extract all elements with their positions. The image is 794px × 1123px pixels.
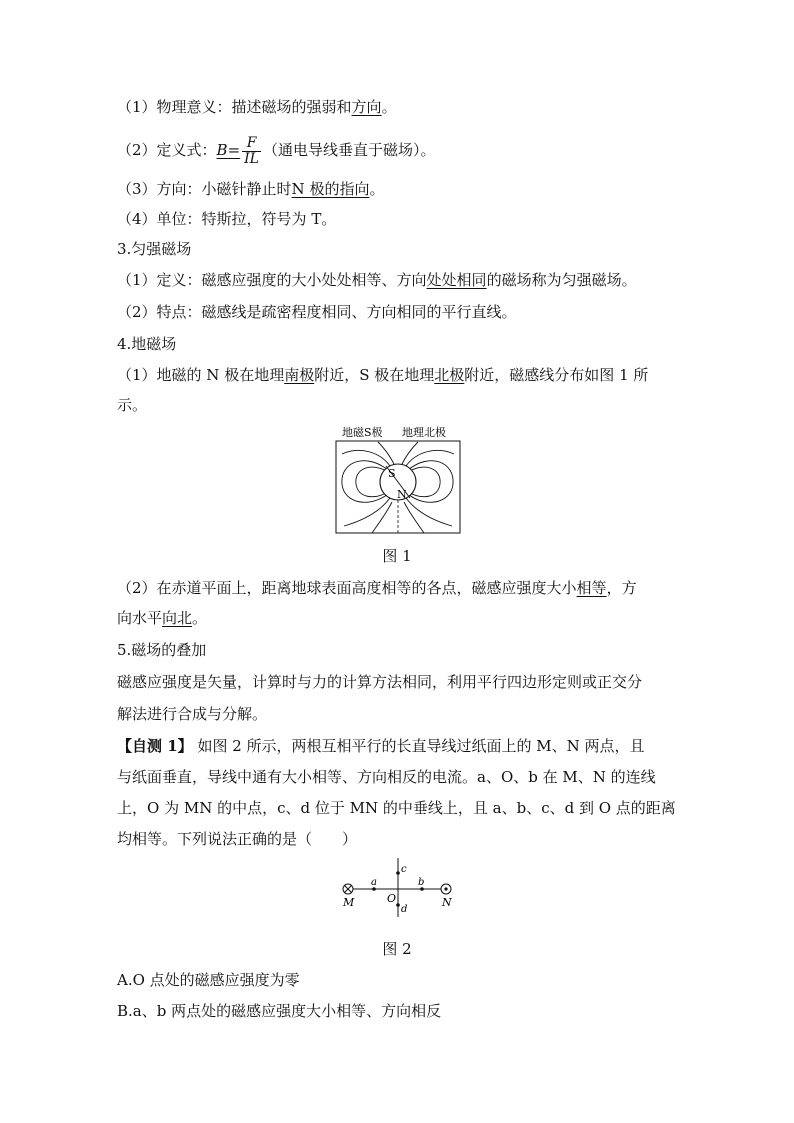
text: 。 [192, 609, 208, 627]
question-tag: 【自测 1】 [117, 737, 193, 755]
text: （1）物理意义：描述磁场的强弱和 [117, 98, 352, 116]
point-c [396, 871, 400, 875]
label-n: N [442, 896, 452, 909]
blank-answer: 处处相同 [426, 271, 487, 289]
heading-uniform-field: 3.匀强磁场 [117, 240, 192, 258]
heading-geomagnetic: 4.地磁场 [117, 335, 177, 353]
fraction-numerator: F [242, 136, 261, 152]
label-m: M [343, 896, 355, 909]
item-physical-meaning [117, 96, 397, 118]
text: 如图 2 所示，两根互相平行的长直导线过纸面上的 M、N 两点，且 [197, 737, 645, 755]
question-line-2: 与纸面垂直，导线中通有大小相等、方向相反的电流。a、O、b 在 M、N 的连线 [117, 768, 656, 786]
label-b: b [418, 877, 425, 888]
text: （3）方向：小磁针静止时 [117, 180, 292, 198]
blank-answer: N 极的指向 [291, 180, 370, 198]
formula-B: B [216, 141, 228, 159]
text: 附近，S 极在地理 [314, 366, 435, 384]
text: （1）定义：磁感应强度的大小处处相等、方向 [117, 271, 427, 289]
label-geographic-north: 地理北极 [402, 426, 446, 439]
text: ，方 [606, 579, 637, 597]
figure-2-wires [336, 855, 458, 917]
dot-mark [444, 887, 447, 890]
label-o: O [387, 892, 397, 905]
figure-1-earth-field [330, 422, 465, 537]
point-d [396, 903, 400, 907]
paragraph-superposition-1: 磁感应强度是矢量，计算时与力的计算方法相同，利用平行四边形定则或正交分 [117, 673, 643, 691]
label-d: d [401, 904, 408, 915]
formula-eq: = [227, 141, 241, 159]
pole-s-label: S [388, 467, 396, 480]
text: （1）地磁的 N 极在地理 [117, 366, 285, 384]
text: （通电导线垂直于磁场）。 [262, 141, 436, 159]
fraction-denominator: IL [244, 150, 259, 167]
blank-answer: 北极 [434, 366, 465, 384]
text: 向水平 [117, 609, 163, 627]
item-direction [117, 178, 384, 200]
text: （2）在赤道平面上，距离地球表面高度相等的各点，磁感应强度大小 [117, 579, 577, 597]
item-uniform-feature: （2）特点：磁感线是疏密程度相同、方向相同的平行直线。 [117, 303, 517, 321]
question-line-1 [117, 735, 645, 757]
label-c: c [401, 864, 407, 875]
option-a: A.O 点处的磁感应强度为零 [117, 971, 300, 989]
blank-answer: 向北 [162, 609, 193, 627]
blank-answer: 方向 [351, 98, 382, 116]
pole-n-label: N [397, 488, 407, 501]
text: （2）定义式： [117, 141, 217, 159]
item-equator-field-cont [117, 607, 207, 629]
label-geomagnetic-s: 地磁S极 [342, 426, 383, 439]
blank-answer: 相等 [576, 579, 607, 597]
label-a: a [371, 877, 377, 888]
text: 的磁场称为匀强磁场。 [486, 271, 637, 289]
text: 。 [381, 98, 397, 116]
heading-superposition: 5.磁场的叠加 [117, 641, 207, 659]
option-b: B.a、b 两点处的磁感应强度大小相等、方向相反 [117, 1002, 442, 1020]
item-uniform-definition [117, 269, 637, 291]
text: 附近，磁感线分布如图 1 所 [464, 366, 649, 384]
question-line-3: 上，O 为 MN 的中点，c、d 位于 MN 的中垂线上，且 a、b、c、d 到 O 点的距离 [117, 799, 676, 817]
text: 。 [369, 180, 385, 198]
fraction [242, 136, 261, 167]
item-geomagnetic-poles [117, 364, 648, 386]
item-equator-field [117, 577, 637, 599]
figure-2-caption: 图 2 [382, 940, 412, 958]
formula [216, 134, 263, 167]
paragraph-superposition-2: 解法进行合成与分解。 [117, 705, 268, 723]
item-definition-formula [117, 132, 436, 168]
item-geomagnetic-poles-cont: 示。 [117, 396, 148, 414]
blank-answer: 南极 [284, 366, 315, 384]
item-unit: （4）单位：特斯拉，符号为 T。 [117, 210, 337, 228]
question-line-4: 均相等。下列说法正确的是（ ） [117, 830, 358, 848]
figure-1-caption: 图 1 [382, 547, 412, 565]
